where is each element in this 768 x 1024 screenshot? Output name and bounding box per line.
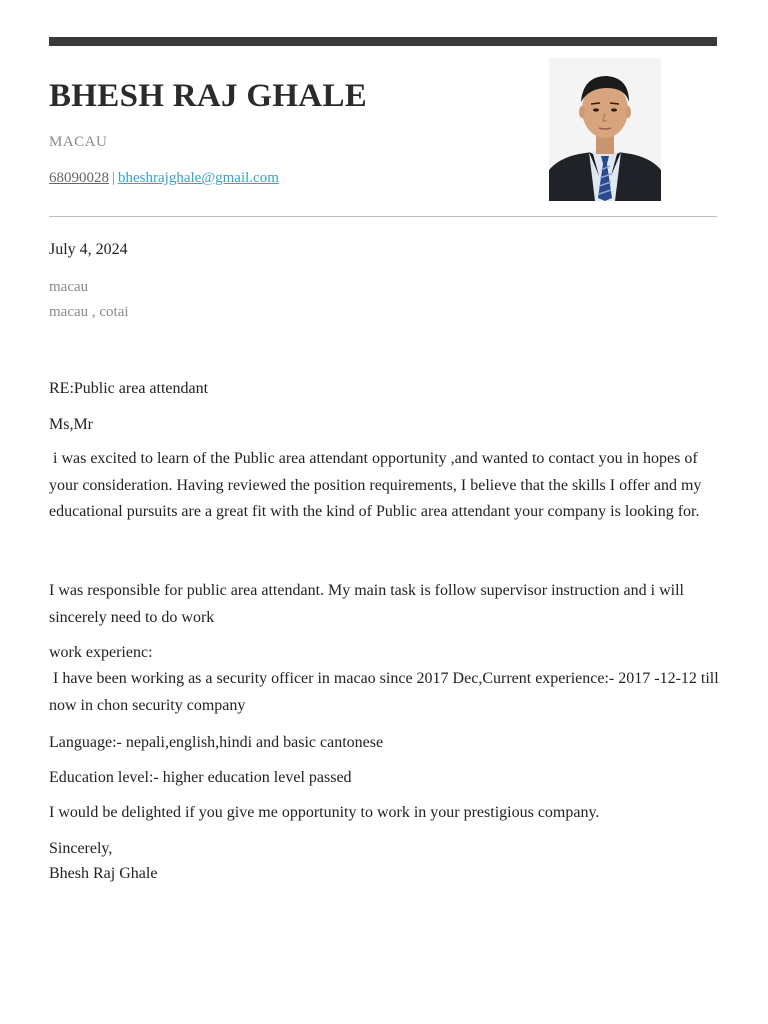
- applicant-location: MACAU: [49, 134, 108, 150]
- header-top-bar: [49, 37, 717, 46]
- contact-separator: |: [112, 170, 116, 186]
- work-experience-detail: I have been working as a security officer in macao since 2017 Dec,Current experience:- 2017 -12-12 till now in chon security company: [49, 670, 723, 714]
- work-experience-heading: work experienc:: [49, 644, 153, 661]
- recipient-address-line2: macau , cotai: [49, 304, 129, 320]
- applicant-name: BHESH RAJ GHALE: [49, 78, 368, 114]
- applicant-photo: [549, 58, 661, 201]
- phone-link[interactable]: 68090028: [49, 170, 109, 186]
- letter-salutation: Ms,Mr: [49, 416, 94, 433]
- education-line: Education level:- higher education level passed: [49, 769, 352, 786]
- responsibility-paragraph: I was responsible for public area attendant. My main task is follow supervisor instruction and i will sincerely need to do work: [49, 582, 684, 626]
- letter-signature: Bhesh Raj Ghale: [49, 865, 158, 882]
- language-line: Language:- nepali,english,hindi and basic cantonese: [49, 734, 384, 751]
- email-link[interactable]: bheshrajghale@gmail.com: [118, 170, 279, 186]
- intro-paragraph: i was excited to learn of the Public area attendant opportunity ,and wanted to contact you in hopes of your consideration. Having reviewed the position requirements, I believe that the skills I offer and my educational pursuits are a great fit with the kind of Public area attendant your company is looking for.: [49, 450, 706, 520]
- header-divider: [49, 216, 717, 217]
- letter-closing: Sincerely,: [49, 840, 113, 857]
- letter-subject: RE:Public area attendant: [49, 380, 209, 397]
- portrait-image: [549, 58, 661, 201]
- letter-date: July 4, 2024: [49, 241, 128, 258]
- closing-statement: I would be delighted if you give me opportunity to work in your prestigious company.: [49, 804, 600, 821]
- contact-line: [49, 170, 279, 187]
- recipient-address-line1: macau: [49, 279, 89, 295]
